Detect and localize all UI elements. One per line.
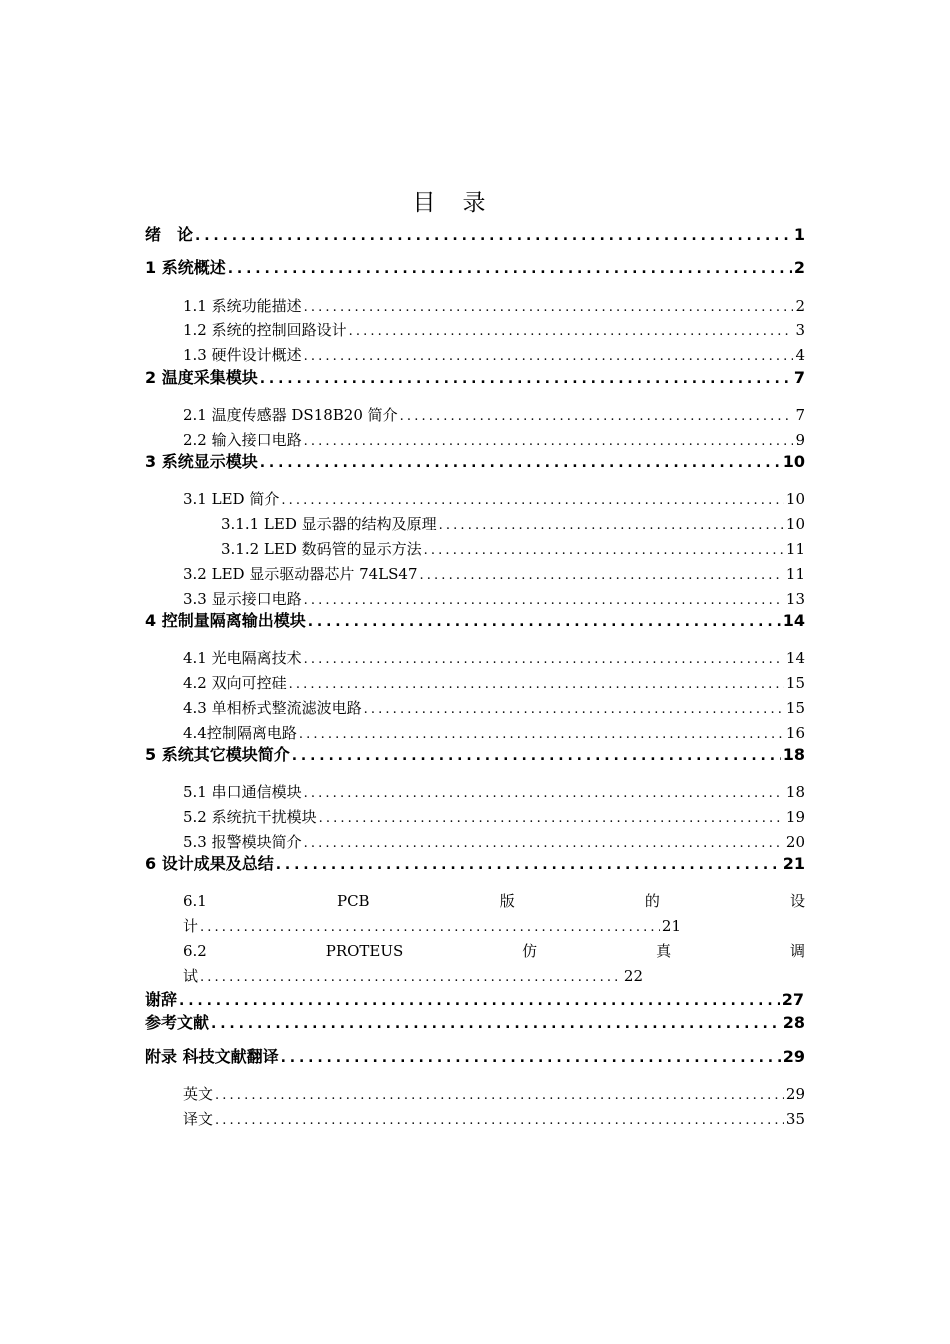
leader-dots bbox=[195, 226, 792, 246]
entry-page: 3 bbox=[795, 321, 805, 339]
toc-entry-3-1-1[interactable] bbox=[221, 514, 805, 536]
toc-entry-appendix[interactable] bbox=[145, 1047, 805, 1068]
entry-label: 3.2 LED 显示驱动器芯片 74LS47 bbox=[183, 565, 418, 583]
entry-page: 10 bbox=[782, 452, 805, 471]
entry-page: 16 bbox=[785, 724, 805, 742]
leader-dots bbox=[319, 809, 784, 829]
entry-label: 4.2 双向可控硅 bbox=[183, 674, 287, 692]
word: 的 bbox=[644, 892, 660, 910]
toc-entry-6-2-line2[interactable] bbox=[183, 966, 643, 988]
entry-page: 11 bbox=[785, 565, 805, 583]
leader-dots bbox=[228, 259, 792, 279]
word: 真 bbox=[656, 942, 672, 960]
entry-page: 15 bbox=[785, 674, 805, 692]
leader-dots bbox=[304, 432, 794, 452]
toc-entry-5-1[interactable] bbox=[183, 782, 805, 804]
toc-entry-thanks[interactable] bbox=[145, 990, 804, 1011]
entry-page: 4 bbox=[795, 346, 805, 364]
entry-label: 3.1 LED 简介 bbox=[183, 490, 280, 508]
leader-dots bbox=[420, 566, 784, 586]
entry-label: 译文 bbox=[183, 1110, 214, 1128]
toc-entry-1-2[interactable] bbox=[183, 320, 805, 342]
toc-entry-translation[interactable] bbox=[183, 1109, 805, 1131]
entry-page: 27 bbox=[781, 990, 804, 1009]
toc-entry-ch1[interactable] bbox=[145, 258, 805, 279]
entry-label: 附录 科技文献翻译 bbox=[145, 1047, 279, 1066]
entry-page: 18 bbox=[785, 783, 805, 801]
leader-dots bbox=[304, 347, 794, 367]
toc-entry-3-1-2[interactable] bbox=[221, 539, 805, 561]
toc-entry-1-1[interactable] bbox=[183, 296, 805, 318]
entry-label: 谢辞 bbox=[145, 990, 178, 1009]
entry-page: 7 bbox=[793, 368, 805, 387]
toc-entry-3-1[interactable] bbox=[183, 489, 805, 511]
entry-page: 29 bbox=[785, 1085, 805, 1103]
leader-dots bbox=[364, 700, 784, 720]
entry-page: 10 bbox=[785, 515, 805, 533]
leader-dots bbox=[304, 591, 784, 611]
entry-label: 3.1.2 LED 数码管的显示方法 bbox=[221, 540, 422, 558]
toc-title: 目 录 bbox=[412, 190, 488, 216]
entry-page: 2 bbox=[795, 297, 805, 315]
entry-label: 3.1.1 LED 显示器的结构及原理 bbox=[221, 515, 437, 533]
toc-entry-4-4[interactable] bbox=[183, 723, 805, 745]
word: PCB bbox=[336, 892, 370, 910]
entry-label: 1.2 系统的控制回路设计 bbox=[183, 321, 347, 339]
entry-page: 22 bbox=[623, 967, 643, 985]
toc-entry-6-2-line1[interactable] bbox=[183, 941, 805, 961]
leader-dots bbox=[304, 650, 784, 670]
entry-label: 2.2 输入接口电路 bbox=[183, 431, 302, 449]
leader-dots bbox=[215, 1086, 784, 1106]
entry-label: 绪 论 bbox=[145, 225, 194, 244]
entry-label: 1.1 系统功能描述 bbox=[183, 297, 302, 315]
entry-label: 5.3 报警模块简介 bbox=[183, 833, 302, 851]
entry-label: 4 控制量隔离输出模块 bbox=[145, 611, 306, 630]
toc-entry-ch3[interactable] bbox=[145, 452, 805, 473]
toc-entry-6-1-line1[interactable] bbox=[183, 891, 805, 911]
entry-page: 19 bbox=[785, 808, 805, 826]
leader-dots bbox=[400, 407, 794, 427]
entry-label: 2 温度采集模块 bbox=[145, 368, 258, 387]
leader-dots bbox=[304, 784, 784, 804]
toc-entry-ch2[interactable] bbox=[145, 368, 805, 389]
entry-page: 9 bbox=[795, 431, 805, 449]
leader-dots bbox=[179, 991, 780, 1011]
entry-label: 1 系统概述 bbox=[145, 258, 226, 277]
leader-dots bbox=[308, 612, 781, 632]
toc-entry-4-2[interactable] bbox=[183, 673, 805, 695]
entry-label: 5 系统其它模块简介 bbox=[145, 745, 290, 764]
toc-entry-6-1-line2[interactable] bbox=[183, 916, 681, 938]
entry-page: 1 bbox=[793, 225, 805, 244]
leader-dots bbox=[299, 725, 784, 745]
leader-dots bbox=[215, 1111, 784, 1131]
toc-entry-intro[interactable] bbox=[145, 225, 805, 246]
leader-dots bbox=[260, 369, 792, 389]
leader-dots bbox=[439, 516, 784, 536]
leader-dots bbox=[281, 491, 784, 511]
leader-dots bbox=[276, 855, 781, 875]
toc-entry-3-3[interactable] bbox=[183, 589, 805, 611]
toc-entry-ch6[interactable] bbox=[145, 854, 805, 875]
toc-entry-2-2[interactable] bbox=[183, 430, 805, 452]
leader-dots bbox=[292, 746, 781, 766]
entry-label: 3.3 显示接口电路 bbox=[183, 590, 302, 608]
leader-dots bbox=[200, 918, 660, 938]
entry-label: 英文 bbox=[183, 1085, 214, 1103]
entry-label: 5.2 系统抗干扰模块 bbox=[183, 808, 317, 826]
entry-label: 6 设计成果及总结 bbox=[145, 854, 274, 873]
entry-page: 15 bbox=[785, 699, 805, 717]
leader-dots bbox=[349, 322, 794, 342]
entry-label: 1.3 硬件设计概述 bbox=[183, 346, 302, 364]
entry-label: 3 系统显示模块 bbox=[145, 452, 258, 471]
entry-label: 4.1 光电隔离技术 bbox=[183, 649, 302, 667]
entry-label: 试 bbox=[183, 967, 199, 985]
word: 仿 bbox=[522, 942, 538, 960]
leader-dots bbox=[281, 1048, 781, 1068]
toc-entry-references[interactable] bbox=[145, 1013, 805, 1034]
word: 6.2 bbox=[183, 942, 207, 960]
leader-dots bbox=[289, 675, 784, 695]
entry-page: 18 bbox=[782, 745, 805, 764]
entry-label: 4.4控制隔离电路 bbox=[183, 724, 297, 742]
entry-page: 21 bbox=[782, 854, 805, 873]
entry-label: 4.3 单相桥式整流滤波电路 bbox=[183, 699, 362, 717]
entry-label: 计 bbox=[183, 917, 199, 935]
entry-label: 5.1 串口通信模块 bbox=[183, 783, 302, 801]
entry-page: 11 bbox=[785, 540, 805, 558]
toc-entry-4-1[interactable] bbox=[183, 648, 805, 670]
word: 设 bbox=[789, 892, 805, 910]
entry-page: 2 bbox=[793, 258, 805, 277]
leader-dots bbox=[211, 1014, 781, 1034]
entry-page: 21 bbox=[661, 917, 681, 935]
entry-page: 13 bbox=[785, 590, 805, 608]
entry-page: 7 bbox=[795, 406, 805, 424]
toc-entry-ch5[interactable] bbox=[145, 745, 805, 766]
entry-label: 参考文献 bbox=[145, 1013, 210, 1032]
entry-page: 20 bbox=[785, 833, 805, 851]
word: 6.1 bbox=[183, 892, 207, 910]
toc-entry-3-2[interactable] bbox=[183, 564, 805, 586]
leader-dots bbox=[304, 298, 794, 318]
toc-entry-5-2[interactable] bbox=[183, 807, 805, 829]
entry-page: 35 bbox=[785, 1110, 805, 1128]
entry-page: 28 bbox=[782, 1013, 805, 1032]
entry-page: 10 bbox=[785, 490, 805, 508]
leader-dots bbox=[260, 453, 781, 473]
word: PROTEUS bbox=[325, 942, 404, 960]
leader-dots bbox=[424, 541, 784, 561]
toc-entry-english[interactable] bbox=[183, 1084, 805, 1106]
entry-label: 2.1 温度传感器 DS18B20 简介 bbox=[183, 406, 398, 424]
word: 版 bbox=[499, 892, 515, 910]
toc-entry-1-3[interactable] bbox=[183, 345, 805, 367]
entry-page: 14 bbox=[782, 611, 805, 630]
leader-dots bbox=[304, 834, 784, 854]
toc-entry-ch4[interactable] bbox=[145, 611, 805, 632]
word: 调 bbox=[789, 942, 805, 960]
entry-page: 29 bbox=[782, 1047, 805, 1066]
toc-entry-5-3[interactable] bbox=[183, 832, 805, 854]
toc-entry-4-3[interactable] bbox=[183, 698, 805, 720]
toc-entry-2-1[interactable] bbox=[183, 405, 805, 427]
leader-dots bbox=[200, 968, 622, 988]
entry-page: 14 bbox=[785, 649, 805, 667]
